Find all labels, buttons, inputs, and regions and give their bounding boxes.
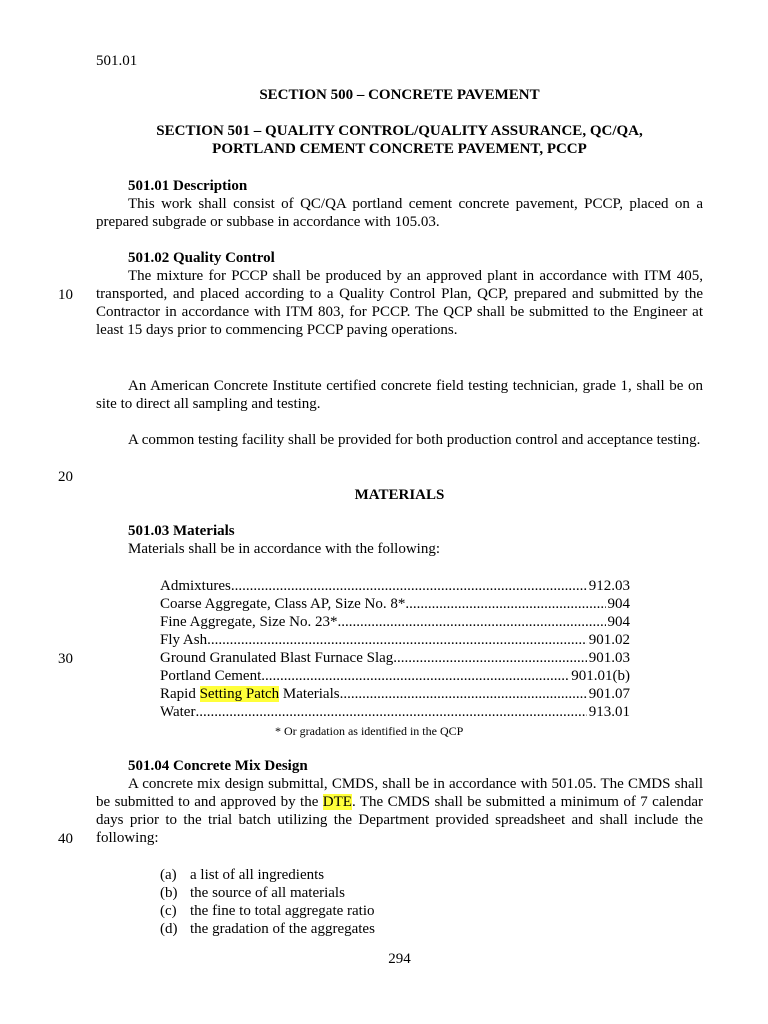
material-name: Water	[160, 704, 196, 720]
materials-row	[160, 667, 630, 685]
materials-heading: 501.03 Materials	[128, 523, 235, 539]
highlighted-text: DTE	[322, 794, 352, 810]
page-label: 501.01	[96, 53, 138, 69]
material-spec-code: 913.01	[588, 704, 630, 720]
material-name: Coarse Aggregate, Class AP, Size No. 8*	[160, 596, 406, 612]
material-name: Admixtures	[160, 578, 231, 594]
list-item	[160, 920, 375, 938]
materials-row	[160, 685, 630, 703]
material-name: Ground Granulated Blast Furnace Slag	[160, 650, 394, 666]
quality-control-paragraph-3: A common testing facility shall be provided for both production control and acceptance testing.	[128, 432, 701, 448]
leader-dots	[393, 649, 586, 667]
page-number: 294	[388, 951, 411, 967]
material-name-post: Materials	[279, 686, 340, 702]
list-item-text: the fine to total aggregate ratio	[190, 903, 375, 919]
material-spec-code: 901.01(b)	[571, 668, 630, 684]
leader-dots	[340, 685, 587, 703]
quality-control-paragraph-1: The mixture for PCCP shall be produced by an approved plant in accordance with ITM 405, transported, and placed according to a Quality Control Plan, QCP, prepared and submitted by the Contractor in accordance with ITM 803, for PCCP. The QCP shall be submitted to the Engineer at least 15 days prior to commencing PCCP paving operations.	[96, 268, 703, 338]
mix-design-list	[160, 866, 375, 938]
materials-row	[160, 631, 630, 649]
mix-design-text-post: . The CMDS shall be submitted a minimum of 7 calendar days prior to the trial batch utilizing the Department provided spreadsheet and shall include the following:	[96, 794, 703, 846]
materials-row	[160, 595, 630, 613]
leader-dots	[405, 595, 605, 613]
materials-section-heading: MATERIALS	[354, 487, 445, 503]
material-spec-code: 904	[607, 596, 630, 612]
highlighted-text: Setting Patch	[199, 686, 280, 702]
list-marker: (c)	[160, 903, 177, 919]
list-item-text: a list of all ingredients	[190, 867, 325, 883]
line-number: 20	[58, 469, 73, 485]
leader-dots	[207, 631, 587, 649]
list-item	[160, 902, 375, 920]
list-marker: (a)	[160, 867, 177, 883]
materials-row	[160, 649, 630, 667]
list-item-text: the source of all materials	[190, 885, 345, 901]
material-name: Fly Ash	[160, 632, 208, 648]
materials-row	[160, 613, 630, 631]
material-spec-code: 912.03	[588, 578, 630, 594]
description-text: This work shall consist of QC/QA portland cement concrete pavement, PCCP, placed on a prepared subgrade or subbase in accordance with 105.03.	[96, 196, 703, 230]
subsection-title-line2: PORTLAND CEMENT CONCRETE PAVEMENT, PCCP	[212, 141, 587, 157]
material-spec-code: 901.02	[588, 632, 630, 648]
leader-dots	[261, 667, 569, 685]
leader-dots	[195, 703, 586, 721]
material-name	[160, 685, 340, 703]
materials-row	[160, 703, 630, 721]
mix-design-text	[96, 775, 703, 847]
quality-control-paragraph-2: An American Concrete Institute certified concrete field testing technician, grade 1, shall be on site to direct all sampling and testing.	[96, 378, 703, 412]
material-name-pre: Rapid	[160, 686, 200, 702]
list-item	[160, 884, 375, 902]
list-item	[160, 866, 375, 884]
line-number: 40	[58, 831, 73, 847]
material-name: Portland Cement	[160, 668, 262, 684]
list-marker: (b)	[160, 885, 178, 901]
materials-list	[160, 577, 630, 721]
leader-dots	[231, 577, 587, 595]
mix-design-text-pre: A concrete mix design submittal, CMDS, shall be in accordance with 501.05. The CMDS shall be submitted to and approved by the	[96, 776, 703, 810]
material-spec-code: 901.03	[588, 650, 630, 666]
list-item-text: the gradation of the aggregates	[190, 921, 375, 937]
subsection-title-line1: SECTION 501 – QUALITY CONTROL/QUALITY ASSURANCE, QC/QA,	[156, 123, 643, 139]
line-number: 10	[58, 287, 73, 303]
mix-design-heading: 501.04 Concrete Mix Design	[128, 758, 308, 774]
line-number: 30	[58, 651, 73, 667]
material-name: Fine Aggregate, Size No. 23*	[160, 614, 338, 630]
description-heading: 501.01 Description	[128, 178, 248, 194]
leader-dots	[337, 613, 605, 631]
section-title: SECTION 500 – CONCRETE PAVEMENT	[259, 87, 540, 103]
materials-row	[160, 577, 630, 595]
material-spec-code: 904	[607, 614, 630, 630]
materials-intro: Materials shall be in accordance with the following:	[128, 541, 440, 557]
quality-control-heading: 501.02 Quality Control	[128, 250, 275, 266]
material-spec-code: 901.07	[588, 686, 630, 702]
list-marker: (d)	[160, 921, 178, 937]
materials-footnote: * Or gradation as identified in the QCP	[275, 724, 464, 738]
